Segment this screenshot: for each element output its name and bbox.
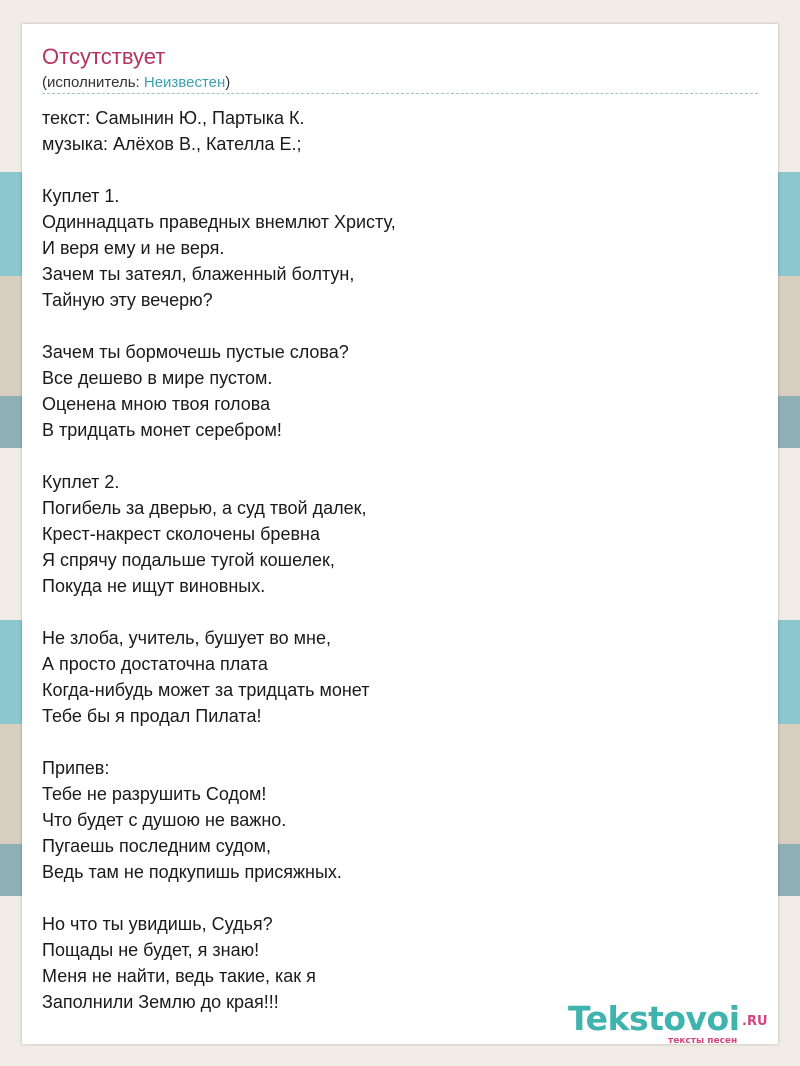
lyric-line (42, 157, 758, 183)
lyric-line: Зачем ты затеял, блаженный болтун, (42, 264, 355, 284)
divider (42, 93, 758, 94)
lyric-line: Меня не найти, ведь такие, как я (42, 966, 316, 986)
lyric-line (42, 313, 758, 339)
lyric-line: Припев: (42, 758, 110, 778)
lyric-line: Одиннадцать праведных внемлют Христу, (42, 212, 396, 232)
artist-prefix: (исполнитель: (42, 74, 144, 91)
logo-domain: .RU (742, 1014, 768, 1029)
site-logo[interactable] (568, 999, 778, 1049)
lyric-line: Тайную эту вечерю? (42, 290, 213, 310)
lyric-line: Покуда не ищут виновных. (42, 576, 266, 596)
lyric-line: Но что ты увидишь, Судья? (42, 914, 273, 934)
artist-suffix: ) (225, 74, 231, 91)
artist-link[interactable]: Неизвестен (143, 74, 226, 91)
lyric-line: Я спрячу подальше тугой кошелек, (42, 550, 335, 570)
artist-line (42, 74, 230, 91)
lyric-line: Что будет с душою не важно. (42, 810, 287, 830)
lyric-line: Оценена мною твоя голова (42, 394, 271, 414)
lyric-line: И веря ему и не веря. (42, 238, 225, 258)
lyric-line (42, 599, 758, 625)
lyric-line: музыка: Алёхов В., Кателла Е.; (42, 134, 302, 154)
lyric-line: Тебе бы я продал Пилата! (42, 706, 262, 726)
logo-wordmark: Tekstovoi (568, 999, 740, 1038)
lyric-line: Когда-нибудь может за тридцать монет (42, 680, 370, 700)
lyric-line (42, 729, 758, 755)
song-title: Отсутствует (42, 44, 166, 69)
lyric-line: А просто достаточна плата (42, 654, 268, 674)
lyric-line (42, 443, 758, 469)
lyric-line: В тридцать монет серебром! (42, 420, 282, 440)
lyric-line: Все дешево в мире пустом. (42, 368, 273, 388)
lyric-line: Погибель за дверью, а суд твой далек, (42, 498, 367, 518)
lyric-line: Крест-накрест сколочены бревна (42, 524, 320, 544)
lyric-line: Куплет 2. (42, 472, 120, 492)
lyric-line: Заполнили Землю до края!!! (42, 992, 279, 1012)
logo-tagline: тексты песен (668, 1036, 738, 1046)
lyrics-card (22, 24, 778, 1044)
lyric-line: Пощады не будет, я знаю! (42, 940, 260, 960)
lyric-line: Куплет 1. (42, 186, 120, 206)
lyrics-text (42, 105, 758, 1015)
lyric-line: Зачем ты бормочешь пустые слова? (42, 342, 349, 362)
lyric-line (42, 885, 758, 911)
lyric-line: Не злоба, учитель, бушует во мне, (42, 628, 331, 648)
lyric-line: Тебе не разрушить Содом! (42, 784, 267, 804)
lyric-line: Пугаешь последним судом, (42, 836, 271, 856)
lyric-line: Ведь там не подкупишь присяжных. (42, 862, 342, 882)
lyric-line: текст: Самынин Ю., Партыка К. (42, 108, 305, 128)
